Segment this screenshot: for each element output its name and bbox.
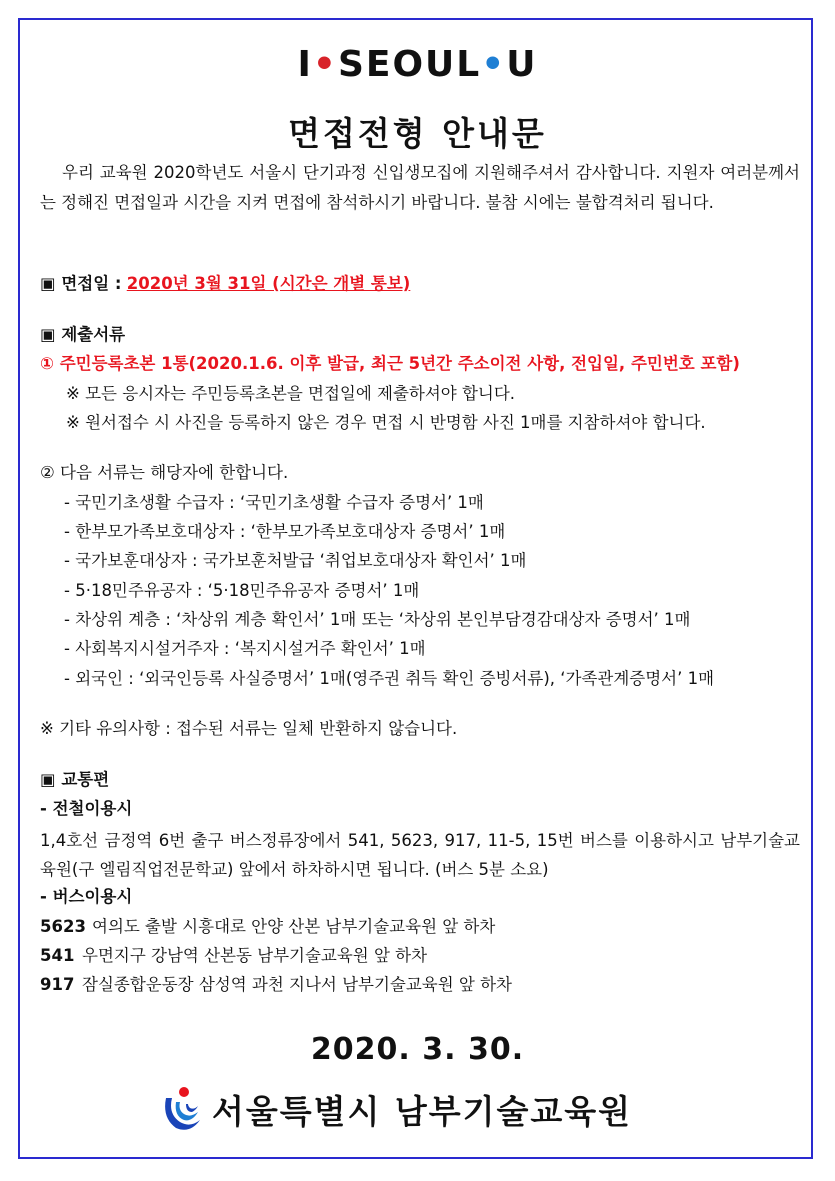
list-item: - 국민기초생활 수급자 : ‘국민기초생활 수급자 증명서’ 1매 <box>64 493 484 512</box>
list-item: - 외국인 : ‘외국인등록 사실증명서’ 1매(영주권 취득 확인 증빙서류), ‘가족관계증명서’ 1매 <box>64 669 715 688</box>
organization-name: 서울특별시 남부기술교육원 <box>212 1092 633 1131</box>
interview-label: ▣ 면접일 : <box>40 274 122 293</box>
intro-paragraph: 우리 교육원 2020학년도 서울시 단기과정 신입생모집에 지원해주셔서 감사합니다. 지원자 여러분께서는 정해진 면접일과 시간을 지켜 면접에 참석하시기 바랍니다. 불참 시에는 불합격처리 됩니다. <box>40 163 800 212</box>
bus-route-desc: 잠실종합운동장 삼성역 과천 지나서 남부기술교육원 앞 하차 <box>82 975 512 994</box>
list-item: - 차상위 계층 : ‘차상위 계층 확인서’ 1매 또는 ‘차상위 본인부담경감대상자 증명서’ 1매 <box>64 610 691 629</box>
i-seoul-u-logo <box>0 44 835 85</box>
subway-heading: - 전철이용시 <box>40 799 133 818</box>
bus-route <box>40 916 495 938</box>
documents-item1: ① 주민등록초본 1통(2020.1.6. 이후 발급, 최근 5년간 주소이전 사항, 전입일, 주민번호 포함) <box>40 354 740 373</box>
logo-i: I <box>297 44 313 85</box>
notice-date: 2020. 3. 30. <box>310 1032 525 1067</box>
documents-heading: ▣ 제출서류 <box>40 325 126 344</box>
bus-route-desc: 우면지구 강남역 산본동 남부기술교육원 앞 하차 <box>82 946 428 965</box>
bus-route-number: 917 <box>40 975 75 994</box>
logo-blue-dot: • <box>481 44 507 85</box>
bus-route-desc: 여의도 출발 시흥대로 안양 산본 남부기술교육원 앞 하차 <box>92 917 496 936</box>
documents-item2: ② 다음 서류는 해당자에 한합니다. <box>40 463 289 482</box>
list-item: - 국가보훈대상자 : 국가보훈처발급 ‘취업보호대상자 확인서’ 1매 <box>64 551 527 570</box>
list-item: - 사회복지시설거주자 : ‘복지시설거주 확인서’ 1매 <box>64 639 426 658</box>
documents-note2: ※ 원서접수 시 사진을 등록하지 않은 경우 면접 시 반명함 사진 1매를 지참하셔야 합니다. <box>66 413 706 432</box>
etc-note: ※ 기타 유의사항 : 접수된 서류는 일체 반환하지 않습니다. <box>40 719 458 738</box>
bus-route <box>40 974 512 996</box>
bus-route <box>40 945 427 967</box>
logo-red-dot: • <box>312 44 338 85</box>
page-title: 면접전형 안내문 <box>288 114 547 153</box>
subway-text: 1,4호선 금정역 6번 출구 버스정류장에서 541, 5623, 917, 11-5, 15번 버스를 이용하시고 남부기술교육원(구 엘림직업전문학교) 앞에서 하차하시면 됩니다. (버스 5분 소요) <box>40 831 800 879</box>
bus-route-number: 5623 <box>40 917 86 936</box>
interview-date <box>40 273 410 295</box>
list-item: - 한부모가족보호대상자 : ‘한부모가족보호대상자 증명서’ 1매 <box>64 522 506 541</box>
documents-note1: ※ 모든 응시자는 주민등록초본을 면접일에 제출하셔야 합니다. <box>66 384 516 403</box>
transport-heading: ▣ 교통편 <box>40 770 110 789</box>
bus-route-number: 541 <box>40 946 75 965</box>
list-item: - 5·18민주유공자 : ‘5·18민주유공자 증명서’ 1매 <box>64 581 420 600</box>
interview-value: 2020년 3월 31일 (시간은 개별 통보) <box>126 274 411 293</box>
seoul-emblem-icon <box>160 1084 204 1132</box>
logo-u: U <box>506 44 538 85</box>
bus-heading: - 버스이용시 <box>40 887 133 906</box>
logo-seoul: SEOUL <box>337 44 482 85</box>
